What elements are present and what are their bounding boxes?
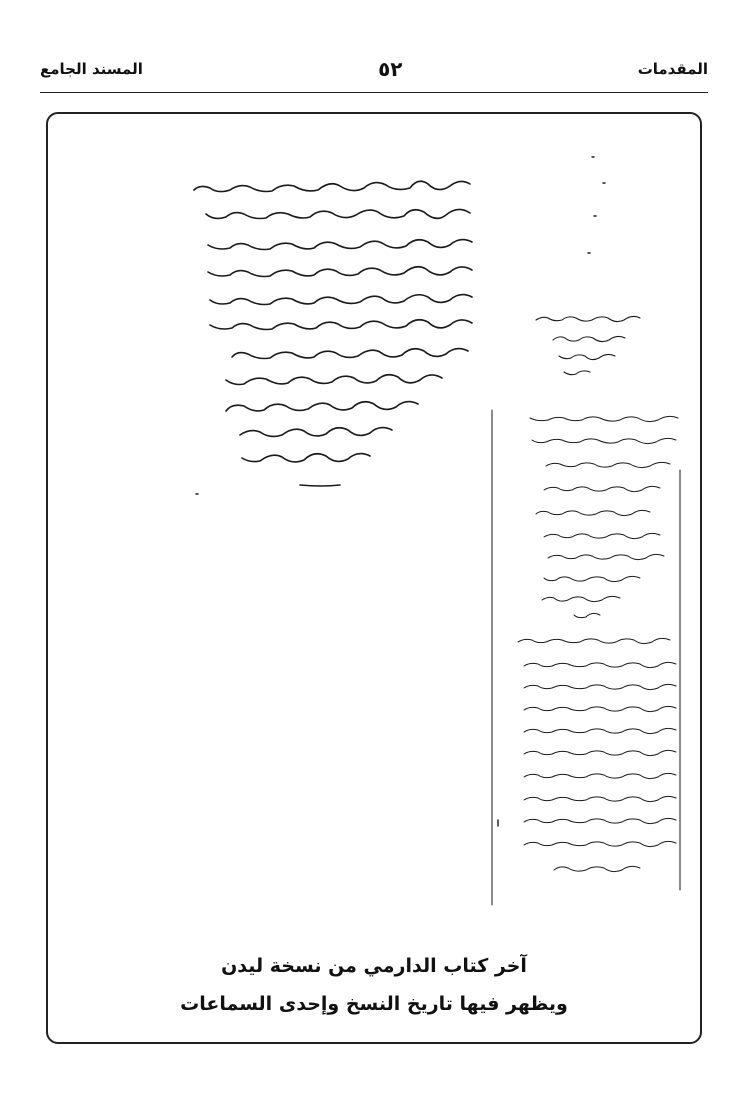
- page-number: ٥٢: [378, 57, 403, 81]
- specks: [196, 157, 605, 826]
- figure-caption-line-2: ويظهر فيها تاريخ النسخ وإحدى السماعات: [180, 993, 568, 1015]
- main-text-block: [194, 181, 472, 486]
- figure-caption-line-1: آخر كتاب الدارمي من نسخة ليدن: [221, 955, 527, 977]
- section-title: المقدمات: [637, 60, 708, 78]
- side-column: [492, 410, 680, 905]
- marginal-note-top: [536, 316, 640, 374]
- book-title: المسند الجامع: [40, 60, 143, 78]
